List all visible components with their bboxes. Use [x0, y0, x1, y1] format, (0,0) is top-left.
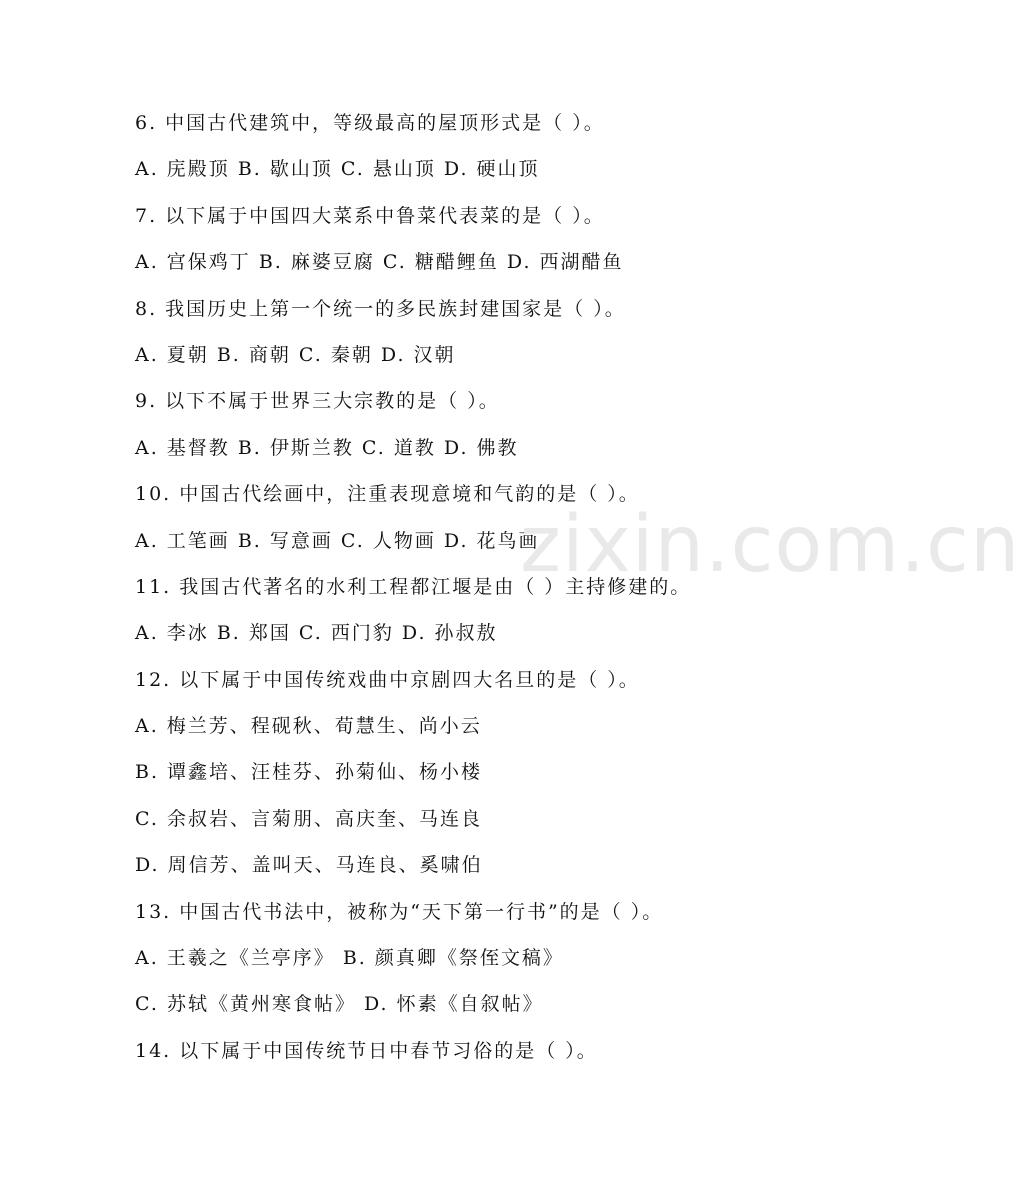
question-10-text: 10. 中国古代绘画中，注重表现意境和气韵的是（ ）。: [135, 483, 640, 506]
question-14-text: 14. 以下属于中国传统节日中春节习俗的是（ ）。: [135, 1039, 598, 1062]
question-6-options: A. 庑殿顶 B. 歇山顶 C. 悬山顶 D. 硬山顶: [135, 158, 540, 181]
question-7-options: A. 宫保鸡丁 B. 麻婆豆腐 C. 糖醋鲤鱼 D. 西湖醋鱼: [135, 251, 624, 274]
question-7-text: 7. 以下属于中国四大菜系中鲁菜代表菜的是（ ）。: [135, 204, 605, 227]
question-13-options-ab: A. 王羲之《兰亭序》 B. 颜真卿《祭侄文稿》: [135, 947, 564, 970]
question-12-option-c: C. 余叔岩、言菊朋、高庆奎、马连良: [135, 807, 482, 830]
watermark: zixin.com.cn: [520, 500, 1020, 590]
question-11-text: 11. 我国古代著名的水利工程都江堰是由（ ）主持修建的。: [135, 575, 692, 598]
question-10-options: A. 工笔画 B. 写意画 C. 人物画 D. 花鸟画: [135, 529, 540, 552]
question-12-option-b: B. 谭鑫培、汪桂芬、孙菊仙、杨小楼: [135, 761, 483, 784]
question-13-options-cd: C. 苏轼《黄州寒食帖》 D. 怀素《自叙帖》: [135, 993, 544, 1016]
question-12-text: 12. 以下属于中国传统戏曲中京剧四大名旦的是（ ）。: [135, 668, 640, 691]
question-9-options: A. 基督教 B. 伊斯兰教 C. 道教 D. 佛教: [135, 436, 519, 459]
question-8-options: A. 夏朝 B. 商朝 C. 秦朝 D. 汉朝: [135, 343, 456, 366]
question-13-text: 13. 中国古代书法中，被称为“天下第一行书”的是（ ）。: [135, 900, 664, 923]
question-11-options: A. 李冰 B. 郑国 C. 西门豹 D. 孙叔敖: [135, 622, 498, 645]
question-12-option-d: D. 周信芳、盖叫天、马连良、奚啸伯: [135, 854, 483, 877]
question-list: [135, 104, 895, 1078]
question-12-option-a: A. 梅兰芳、程砚秋、荀慧生、尚小云: [135, 715, 482, 738]
question-6-text: 6. 中国古代建筑中，等级最高的屋顶形式是（ ）。: [135, 112, 605, 134]
question-9-text: 9. 以下不属于世界三大宗教的是（ ）。: [135, 390, 500, 413]
question-8-text: 8. 我国历史上第一个统一的多民族封建国家是（ ）。: [135, 297, 626, 320]
